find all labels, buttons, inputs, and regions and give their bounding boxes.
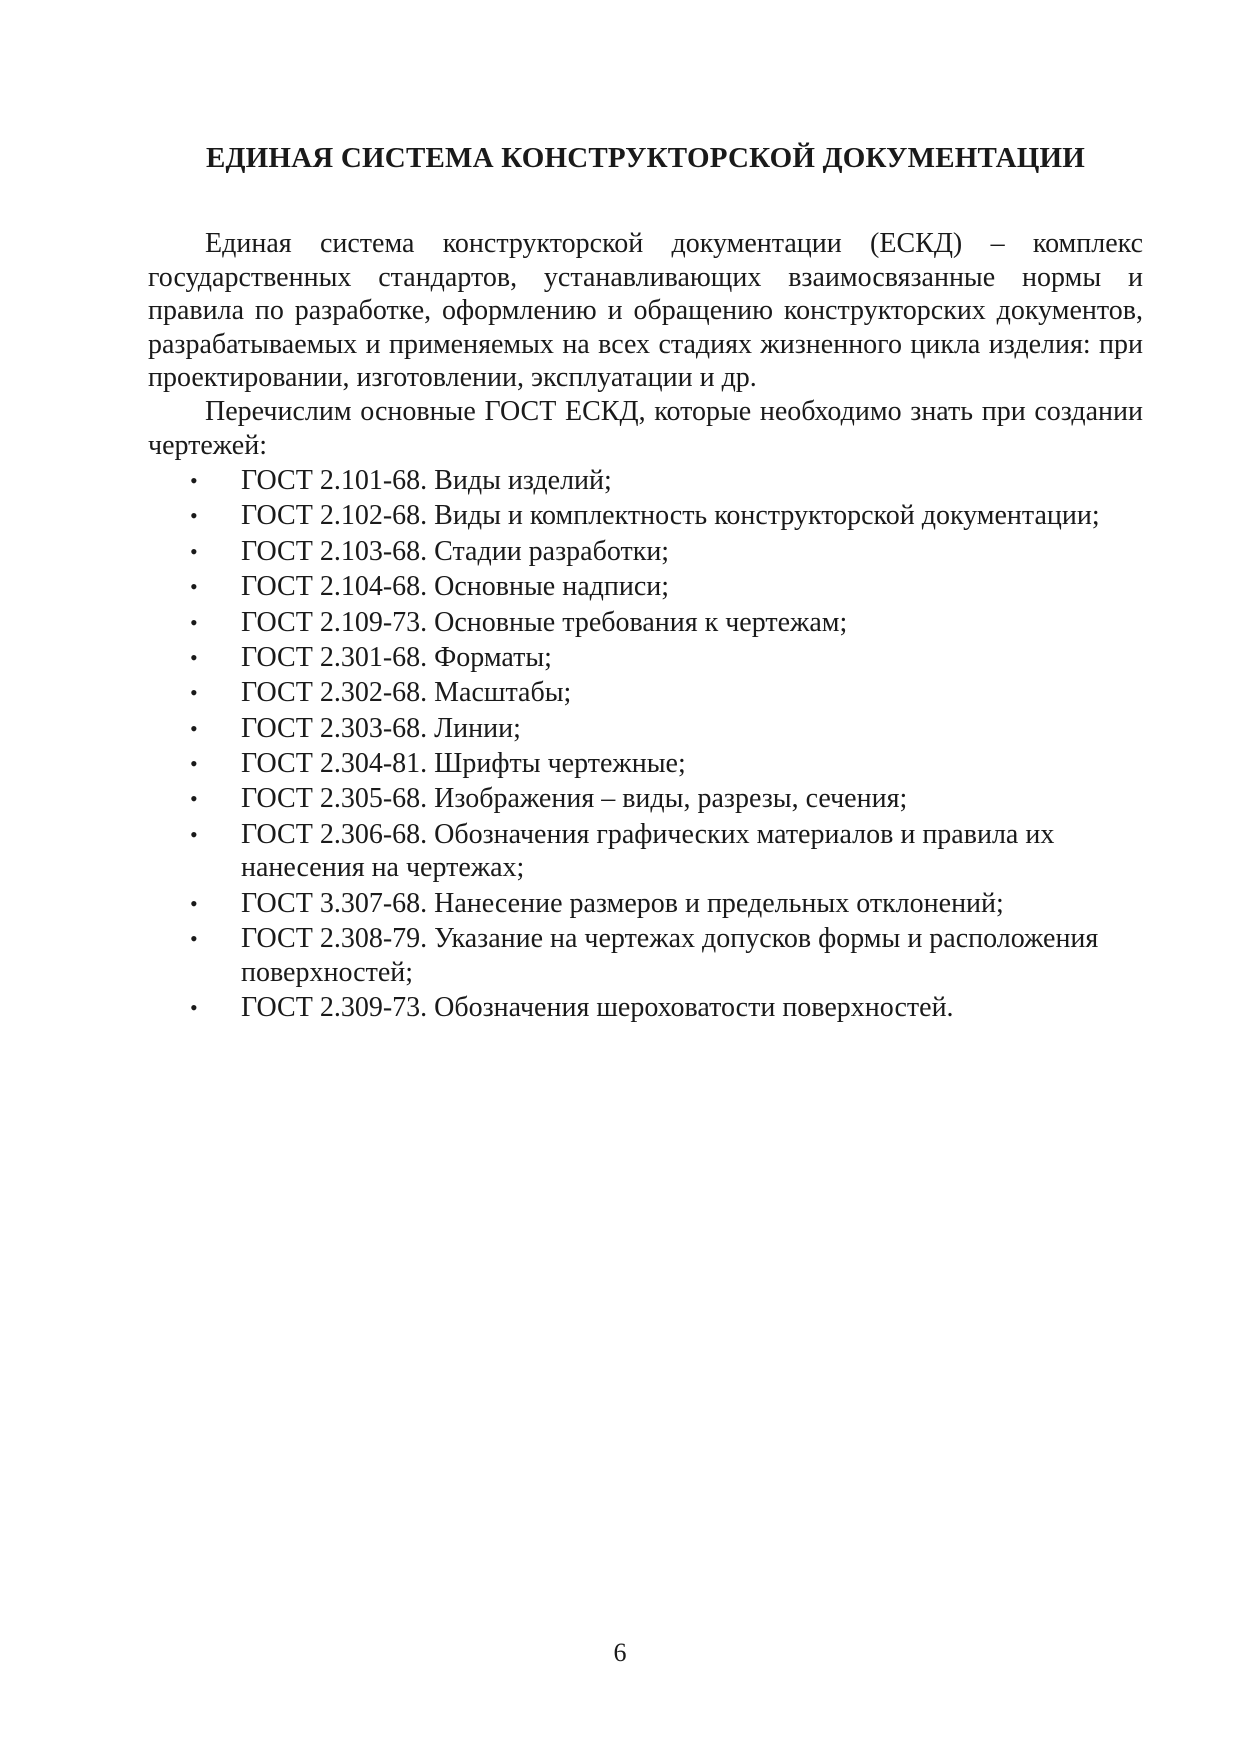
- list-item-text: ГОСТ 2.306-68. Обозначения графических материалов и правила их нанесения на чертежах;: [241, 818, 1055, 884]
- list-item-text: ГОСТ 2.104-68. Основные надписи;: [241, 571, 670, 603]
- list-item: [148, 570, 1143, 604]
- document-body: [148, 227, 1143, 1025]
- gost-standards-list: [148, 464, 1143, 1025]
- intro-paragraph: Единая система конструкторской документации (ЕСКД) – комплекс государственных стандартов, устанавливающих взаимосвязанные нормы и правила по разработке, оформлению и обращению конструкторских документов, разрабатываемых и применяемых на всех стадиях жизненного цикла изделия: при проектировании, изготовлении, эксплуатации и др.: [148, 228, 1143, 394]
- list-item: [148, 818, 1143, 885]
- list-item: [148, 712, 1143, 746]
- list-item-text: ГОСТ 2.109-73. Основные требования к чертежам;: [241, 606, 848, 638]
- bullet-icon: •: [190, 538, 198, 564]
- bullet-icon: •: [190, 503, 198, 529]
- list-item-text: ГОСТ 2.102-68. Виды и комплектность конструкторской документации;: [241, 500, 1100, 532]
- bullet-icon: •: [190, 609, 198, 635]
- list-item-text: ГОСТ 2.309-73. Обозначения шероховатости поверхностей.: [241, 992, 954, 1024]
- list-item: [148, 606, 1143, 640]
- list-item-text: ГОСТ 2.302-68. Масштабы;: [241, 677, 572, 709]
- list-item: [148, 464, 1143, 498]
- bullet-icon: •: [190, 821, 198, 847]
- list-item: [148, 922, 1143, 989]
- list-item: [148, 747, 1143, 781]
- list-item-text: ГОСТ 2.308-79. Указание на чертежах допусков формы и расположения поверхностей;: [241, 923, 1099, 988]
- list-item: [148, 887, 1143, 921]
- list-item-text: ГОСТ 2.101-68. Виды изделий;: [241, 464, 612, 496]
- list-item-text: ГОСТ 2.103-68. Стадии разработки;: [241, 535, 670, 567]
- list-item: [148, 676, 1143, 710]
- list-item-text: ГОСТ 2.304-81. Шрифты чертежные;: [241, 748, 686, 780]
- list-item: [148, 782, 1143, 816]
- list-item-text: ГОСТ 2.303-68. Линии;: [241, 712, 521, 744]
- list-item-text: ГОСТ 2.301-68. Форматы;: [241, 641, 552, 673]
- bullet-icon: •: [190, 467, 198, 493]
- list-intro-paragraph: Перечислим основные ГОСТ ЕСКД, которые необходимо знать при создании чертежей:: [148, 395, 1143, 461]
- bullet-icon: •: [190, 574, 198, 600]
- bullet-icon: •: [190, 680, 198, 706]
- bullet-icon: •: [190, 644, 198, 670]
- bullet-icon: •: [190, 995, 198, 1021]
- list-item: [148, 499, 1143, 533]
- bullet-icon: •: [190, 926, 198, 952]
- list-item: [148, 991, 1143, 1025]
- document-title: ЕДИНАЯ СИСТЕМА КОНСТРУКТОРСКОЙ ДОКУМЕНТАЦИИ: [205, 142, 1086, 174]
- bullet-icon: •: [190, 715, 198, 741]
- list-item-text: ГОСТ 3.307-68. Нанесение размеров и предельных отклонений;: [241, 887, 1004, 919]
- bullet-icon: •: [190, 751, 198, 777]
- list-item-text: ГОСТ 2.305-68. Изображения – виды, разрезы, сечения;: [241, 783, 908, 815]
- page-number: 6: [613, 1638, 627, 1667]
- bullet-icon: •: [190, 890, 198, 916]
- list-item: [148, 641, 1143, 675]
- bullet-icon: •: [190, 786, 198, 812]
- list-item: [148, 535, 1143, 569]
